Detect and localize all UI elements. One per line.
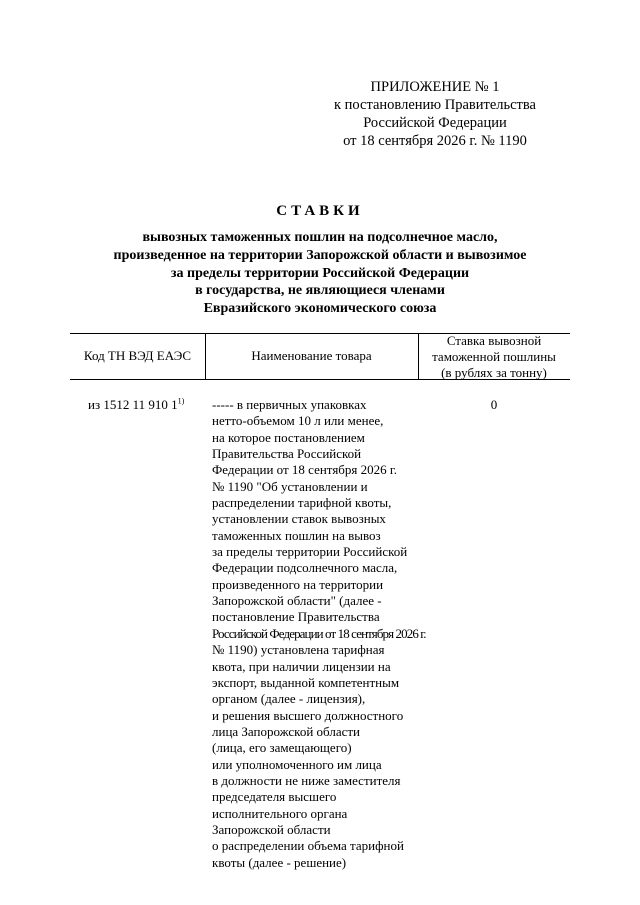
description-line: Российской Федерации от 18 сентября 2026 г. <box>212 625 426 641</box>
header-name: Наименование товара <box>251 348 372 363</box>
description-line: Запорожской области <box>212 821 331 837</box>
header-rate-line: Ставка вывозной <box>446 333 542 348</box>
description-line: Запорожской области" (далее - <box>212 593 382 609</box>
appendix-date: от 18 сентября 2026 г. № 1190 <box>343 133 527 149</box>
row-code <box>88 397 184 413</box>
description-line: Федерации от 18 сентября 2026 г. <box>212 462 398 478</box>
subtitle-line: за пределы территории Российской Федерации <box>170 265 470 281</box>
description-line: Федерации подсолнечного масла, <box>212 560 398 576</box>
description-line: на которое постановлением <box>212 429 365 445</box>
document-subtitle <box>70 229 570 318</box>
description-line: № 1190 "Об установлении и <box>212 478 368 494</box>
description-line: квота, при наличии лицензии на <box>212 658 391 674</box>
description-line: за пределы территории Российской <box>212 544 408 560</box>
description-line: Правительства Российской <box>212 446 362 462</box>
description-line: исполнительного органа <box>212 805 348 821</box>
row-code-value: из 1512 11 910 1 <box>88 397 178 412</box>
description-line: распределении тарифной квоты, <box>212 495 392 511</box>
header-rate <box>418 333 570 381</box>
subtitle-line: в государства, не являющиеся членами <box>195 283 445 299</box>
subtitle-line: Евразийского экономического союза <box>203 301 437 317</box>
description-line: квоты (далее - решение) <box>212 854 347 870</box>
header-code: Код ТН ВЭД ЕАЭС <box>83 348 192 363</box>
description-line: органом (далее - лицензия), <box>212 691 366 707</box>
description-line: и решения высшего должностного <box>212 707 404 723</box>
header-rate-line: таможенной пошлины <box>432 349 556 364</box>
description-line: установлении ставок вывозных <box>212 511 386 527</box>
description-line: нетто-объемом 10 л или менее, <box>212 413 384 429</box>
description-line: ----- в первичных упаковках <box>212 397 367 412</box>
row-rate: 0 <box>490 397 498 412</box>
row-code-footnote: 1) <box>177 396 185 406</box>
description-line: (лица, его замещающего) <box>212 740 352 756</box>
description-line: постановление Правительства <box>212 609 380 625</box>
description-line: экспорт, выданной компетентным <box>212 674 400 690</box>
subtitle-line: вывозных таможенных пошлин на подсолнечное масло, <box>142 230 498 245</box>
header-rate-line: (в рублях за тонну) <box>441 365 547 380</box>
description-line: произведенного на территории <box>212 576 384 592</box>
description-line: председателя высшего <box>212 789 337 805</box>
description-line: в должности не ниже заместителя <box>212 772 401 788</box>
description-line: или уполномоченного им лица <box>212 756 382 772</box>
appendix-government: Российской Федерации <box>363 115 507 131</box>
appendix-number: ПРИЛОЖЕНИЕ № 1 <box>370 79 500 95</box>
appendix-header <box>300 78 570 150</box>
document-title: СТАВКИ <box>276 203 364 219</box>
description-line: о распределении объема тарифной <box>212 838 404 854</box>
row-description <box>212 397 426 871</box>
description-line: № 1190) установлена тарифная <box>212 642 385 658</box>
description-line: лица Запорожской области <box>212 723 361 739</box>
appendix-reference: к постановлению Правительства <box>334 97 536 113</box>
description-line: таможенных пошлин на вывоз <box>212 527 381 543</box>
subtitle-line: произведенное на территории Запорожской области и вывозимое <box>113 247 527 263</box>
